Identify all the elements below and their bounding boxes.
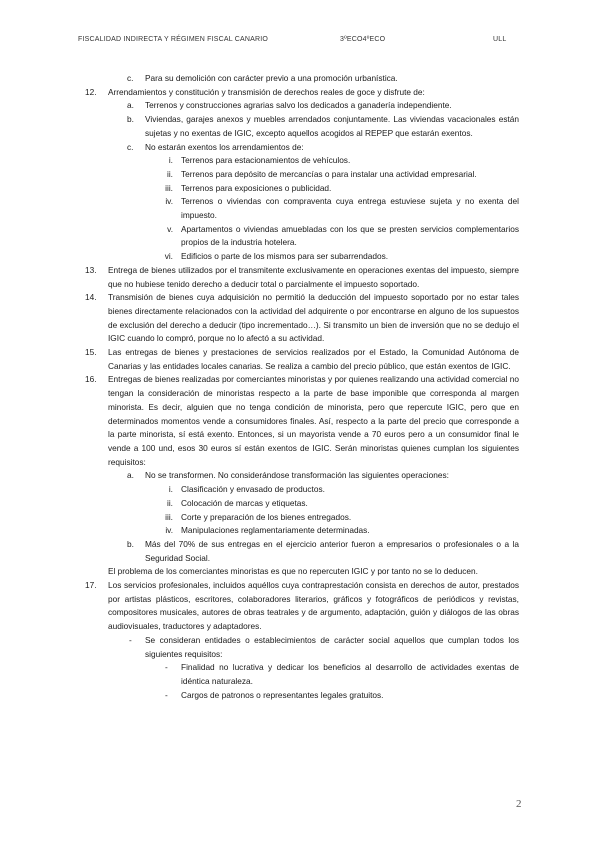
list-item-text: Entrega de bienes utilizados por el transmitente exclusivamente en operaciones exentas del impuesto, siempre que no hubiese tenido derecho a deducir total o parcialmente el impuesto soportado. [108, 264, 519, 289]
list-item-text: Terrenos para estacionamientos de vehículos. [181, 155, 351, 166]
list-item [165, 689, 519, 703]
list-item-text: No se transformen. No considerándose transformación las siguientes operaciones: [145, 470, 449, 481]
list-marker: b. [127, 538, 134, 549]
list-item [165, 182, 519, 196]
list-item-text: Colocación de marcas y etiquetas. [181, 497, 308, 508]
list-item [127, 538, 519, 565]
list-item-text: Edificios o parte de los mismos para ser subarrendados. [181, 251, 389, 262]
list-item-text: Se consideran entidades o establecimientos de carácter social aquellos que cumplan todos los siguientes requisitos: [145, 634, 519, 659]
header-center: 3ºECO4ºECO [340, 36, 386, 43]
list-item-text: Más del 70% de sus entregas en el ejercicio anterior fueron a empresarios o profesionales o a la Seguridad Social. [145, 538, 519, 563]
list-marker: 14. [85, 292, 97, 303]
list-item-text: Manipulaciones reglamentariamente determinadas. [181, 525, 370, 536]
list-item-text: El problema de los comerciantes minoristas es que no repercuten IGIC y por tanto no se lo deducen. [108, 566, 478, 577]
document-body [0, 72, 600, 702]
list-item [127, 141, 519, 155]
list-item [127, 72, 519, 86]
list-item [85, 373, 519, 469]
list-marker: c. [127, 73, 134, 83]
list-marker: b. [127, 114, 134, 125]
header-right: ULL [493, 36, 507, 43]
list-item [127, 99, 519, 113]
list-item-text: Para su demolición con carácter previo a una promoción urbanística. [145, 73, 398, 83]
list-item [85, 291, 519, 346]
list-item [85, 346, 519, 373]
list-marker: ii. [167, 168, 173, 179]
list-item [127, 113, 519, 140]
list-item [129, 634, 519, 661]
list-item-text: Viviendas, garajes anexos y muebles arrendados conjuntamente. Las viviendas vacacionales están sujetas y no exentas de IGIC, excepto aquellos acogidos al REPEP que estarán exentos. [145, 114, 519, 138]
list-marker: 15. [85, 347, 97, 358]
list-item [85, 86, 519, 100]
list-item [164, 250, 519, 264]
page-number: 2 [516, 798, 522, 810]
list-item [127, 469, 519, 483]
list-item-text: Apartamentos o viviendas amuebladas con los que se presten servicios complementarios propios de la industria hotelera. [181, 223, 519, 248]
list-marker: 17. [85, 580, 97, 591]
list-marker: v. [167, 223, 173, 234]
list-item-text: Finalidad no lucrativa y dedicar los beneficios al desarrollo de actividades exentas de idéntica naturaleza. [181, 662, 519, 686]
list-item [167, 223, 519, 250]
list-item-text: Arrendamientos y constitución y transmisión de derechos reales de goce y disfrute de: [108, 86, 425, 97]
list-item [165, 195, 519, 222]
list-marker: ii. [167, 497, 173, 508]
list-marker: - [165, 689, 168, 700]
list-item-text: Terrenos y construcciones agrarias salvo los dedicados a ganadería independiente. [145, 100, 452, 111]
list-item [167, 168, 519, 182]
list-item [168, 483, 519, 497]
list-item [165, 524, 519, 538]
list-item-text: Corte y preparación de los bienes entregados. [181, 511, 352, 522]
list-marker: i. [168, 484, 173, 495]
list-marker: i. [168, 155, 173, 166]
list-marker: 13. [85, 264, 97, 275]
list-marker: iii. [165, 511, 173, 522]
list-item-text: Terrenos o viviendas con compraventa cuya entrega estuviese sujeta y no exenta del impuesto. [181, 196, 519, 221]
list-item-text: Las entregas de bienes y prestaciones de servicios realizados por el Estado, la Comunidad Autónoma de Canarias y las entidades locales canarias. Se realiza a cambio del precio público, que están exentos de IGIC. [108, 347, 519, 371]
page-header [78, 36, 528, 48]
list-marker: vi. [164, 251, 173, 262]
list-marker: c. [127, 141, 134, 152]
list-marker: iv. [165, 196, 173, 207]
list-item [165, 661, 519, 688]
list-item-text: Entregas de bienes realizadas por comerciantes minoristas y por quienes realizando una actividad comercial no tengan la consideración de minoristas respecto a la parte de base imponible que corresponda al margen minorista. Es decir, alguien que no tenga condición de minorista, pero que repercute IGIC, pero que en determinados momentos vende a consumidores finales. Así, respecto a la parte del precio que corresponde a la parte minorista, sí está exento. Entonces, si un mayorista vende a 70 euros pero a un consumidor final le vende a 100 und, esos 30 euros sí están exentos de IGIC. Serán minoristas quienes cumplan los siguientes requisitos: [108, 374, 519, 467]
list-marker: 16. [85, 374, 97, 385]
list-item-text: Los servicios profesionales, incluidos aquéllos cuya contraprestación consista en derechos de autor, prestados por artistas plásticos, escritores, colaboradores literarios, gráficos y fotográficos de periódicos y revistas, compositores musicales, autores de obras teatrales y de argumento, adaptación, guión y diálogos de las obras audiovisuales, traductores y adaptadores. [108, 580, 519, 632]
list-marker: iv. [165, 525, 173, 536]
list-item-text: Transmisión de bienes cuya adquisición no permitió la deducción del impuesto soportado por no estar tales bienes directamente relacionados con la actividad del adquirente o por encontrarse en alguno de los supuestos de exclusión del derecho a deducir (tipo incrementado…). Si transmito un bien de inversión que no se dedujo el IGIC cuando lo compró, porque no lo afectó a su actividad. [108, 292, 519, 344]
list-marker: a. [127, 100, 134, 111]
list-item-text: Terrenos para exposiciones o publicidad. [181, 182, 332, 193]
list-item [85, 264, 519, 291]
list-item [167, 497, 519, 511]
list-item-text: Cargos de patronos o representantes legales gratuitos. [181, 689, 384, 700]
list-marker: 12. [85, 86, 97, 97]
list-item [165, 511, 519, 525]
list-marker: iii. [165, 182, 173, 193]
header-left: FISCALIDAD INDIRECTA Y RÉGIMEN FISCAL CANARIO [78, 36, 268, 43]
list-item [108, 565, 519, 579]
list-marker: a. [127, 470, 134, 481]
list-marker: - [129, 634, 132, 645]
list-item [168, 154, 519, 168]
list-item-text: Terrenos para depósito de mercancías o para instalar una actividad empresarial. [181, 168, 477, 179]
list-item-text: Clasificación y envasado de productos. [181, 484, 325, 495]
list-item-text: No estarán exentos los arrendamientos de: [145, 141, 304, 152]
list-item [85, 579, 519, 634]
list-marker: - [165, 662, 168, 673]
